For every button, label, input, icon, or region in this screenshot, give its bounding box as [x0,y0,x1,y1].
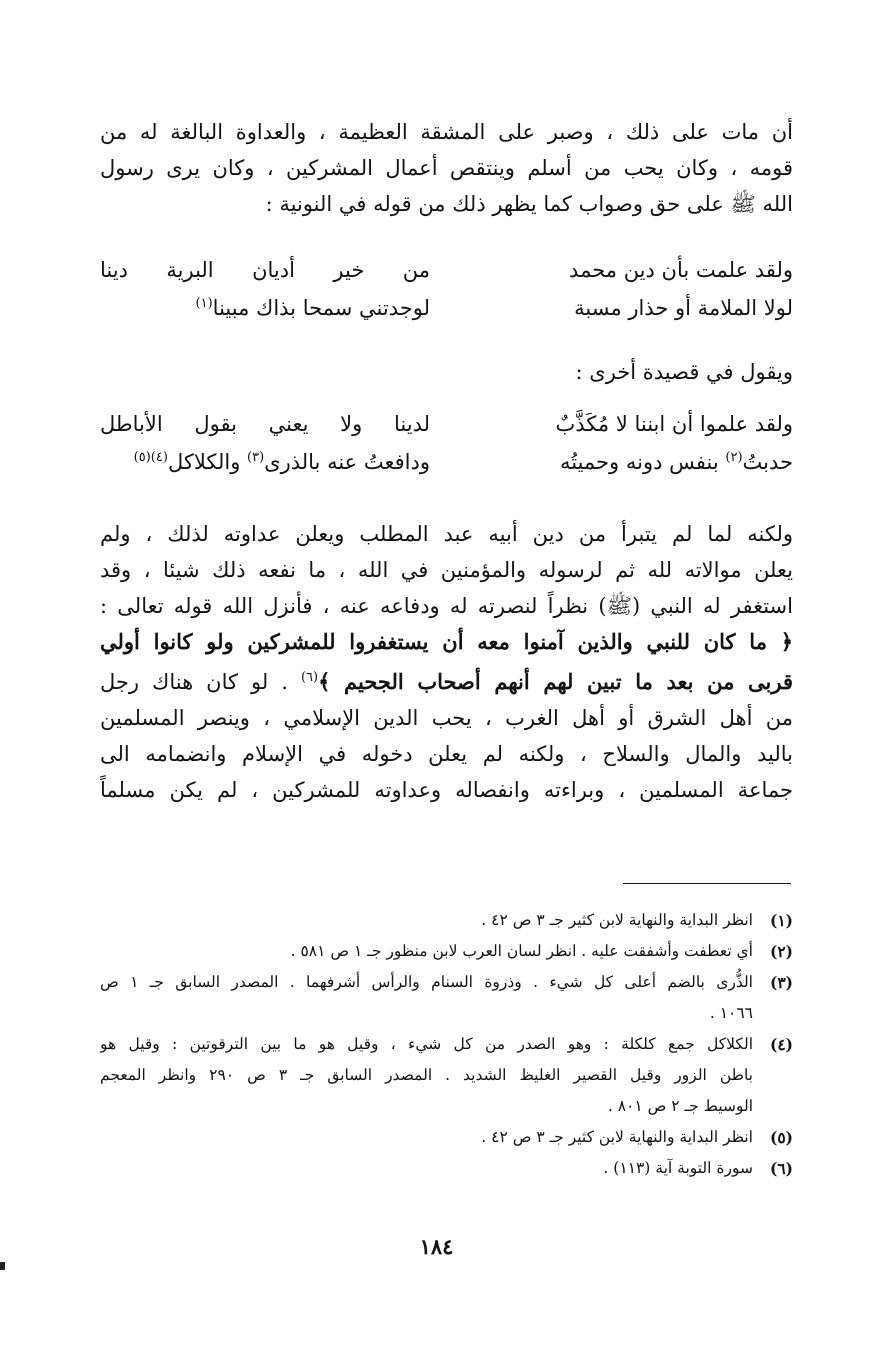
footnote-text: باطن الزور وقيل القصير الغليظ الشديد . المصدر السابق جـ ٣ ص ٢٩٠ وانظر المعجم [100,1066,753,1084]
footnote-2 [100,936,793,967]
footnote-ref: (١) [195,296,213,311]
verse-row [100,412,793,450]
footnote-1 [100,905,793,936]
text-line: جماعة المسلمين ، وبراءته وانفصاله وعداوته للمشركين ، لم يكن مسلماً [100,778,793,802]
verse-introduction: ويقول في قصيدة أخرى : [575,360,793,384]
footnote-text: الوسيط جـ ٢ ص ٨٠١ . [607,1097,753,1115]
footnote-text: أي تعطفت وأشفقت عليه . انظر لسان العرب لابن منظور جـ ١ ص ٥٨١ . [290,942,753,960]
footnote-number: (٦) [769,1159,793,1178]
quran-verse-text: قربى من بعد ما تبين لهم أنهم أصحاب الجحيم ﴾ [318,669,793,694]
paragraph-main [100,516,793,808]
footnote-ref: (٣) [247,450,265,465]
footnote-text: انظر البداية والنهاية لابن كثير جـ ٣ ص ٤٢ . [481,911,753,929]
footnote-5 [100,1122,793,1153]
footnote-separator [623,883,791,884]
scan-edge-mark [0,1262,5,1270]
verse-second-hemistich [100,450,430,474]
footnote-text: الكلاكل جمع كلكلة : وهو الصدر من كل شيء ، وقيل هو ما بين الترقوتين : وقيل هو [100,1035,753,1053]
text-line: يعلن موالاته لله ثم لرسوله والمؤمنين في الله ، ما نفعه ذلك شيئا ، وقد [100,558,793,582]
hemistich-text: ودافعتُ عنه بالذرى [264,450,430,474]
poem-verses-1 [100,258,793,334]
text-tail: . لو كان هناك رجل [100,670,301,694]
footnote-3 [100,967,793,1029]
footnote-text: سورة التوبة آية (١١٣) . [603,1159,753,1177]
verse-row [100,450,793,488]
hemistich-text: بنفس دونه وحميتُه [559,450,726,474]
quran-verse-line: ﴿ ما كان للنبي والذين آمنوا معه أن يستغفروا للمشركين ولو كانوا أولي [100,629,793,654]
verse-row [100,258,793,296]
text-line: ولكنه لما لم يتبرأ من دين أبيه عبد المطلب ويعلن عداوته لذلك ، ولم [100,522,793,546]
verse-row [100,296,793,334]
text-line: قومه ، وكان يحب من أسلم وينتقص أعمال المشركين ، وكان يرى رسول [100,156,793,180]
text-line: استغفر له النبي (ﷺ) نظراً لنصرته له ودفاعه عنه ، فأنزل الله قوله تعالى : [100,594,793,618]
verse-first-hemistich: ولقد علمت بأن دين محمد [569,258,793,282]
footnote-text: ١٠٦٦ . [709,1004,753,1022]
poem-verses-2 [100,412,793,488]
footnote-4 [100,1029,793,1122]
footnote-number: (٣) [769,973,793,992]
footnote-6 [100,1153,793,1184]
verse-first-hemistich [493,450,793,474]
footnote-text: انظر البداية والنهاية لابن كثير جـ ٣ ص ٤٢ . [481,1128,753,1146]
footnote-number: (١) [769,911,793,930]
text-line: الله ﷺ على حق وصواب كما يظهر ذلك من قوله في النونية : [265,192,793,216]
page-number: ١٨٤ [419,1234,454,1259]
text-line: أن مات على ذلك ، وصبر على المشقة العظيمة ، والعداوة البالغة له من [100,120,793,144]
verse-second-hemistich: لدينا ولا يعني بقول الأباطل [100,412,430,436]
footnote-ref: (٢) [725,450,743,465]
text-line [100,660,793,700]
verse-second-hemistich [100,296,430,320]
text-line: من أهل الشرق أو أهل الغرب ، يحب الدين الإسلامي ، وينصر المسلمين [100,706,793,730]
verse-second-hemistich: من خير أديان البرية دينا [100,258,430,282]
verse-first-hemistich: لولا الملامة أو حذار مسبة [574,296,793,320]
footnotes [100,905,793,1184]
paragraph-top [100,114,793,222]
text-line: باليد والمال والسلاح ، ولكنه لم يعلن دخوله في الإسلام وانضمامه الى [100,742,793,766]
footnote-number: (٢) [769,942,793,961]
hemistich-text: لوجدتني سمحا بذاك مبينا [212,296,430,320]
verse-first-hemistich: ولقد علموا أن ابننا لا مُكَذَّبٌ [555,412,793,436]
hemistich-text: والكلاكل [167,450,248,474]
footnote-ref: (٤)(٥) [133,450,168,465]
footnote-number: (٥) [769,1128,793,1147]
hemistich-text: حدبتُ [742,450,793,474]
footnote-ref: (٦) [300,670,319,685]
footnote-number: (٤) [769,1035,793,1054]
footnote-text: الذُّرى بالضم أعلى كل شيء . وذروة السنام والرأس أشرفهما . المصدر السابق جـ ١ ص [100,973,753,991]
